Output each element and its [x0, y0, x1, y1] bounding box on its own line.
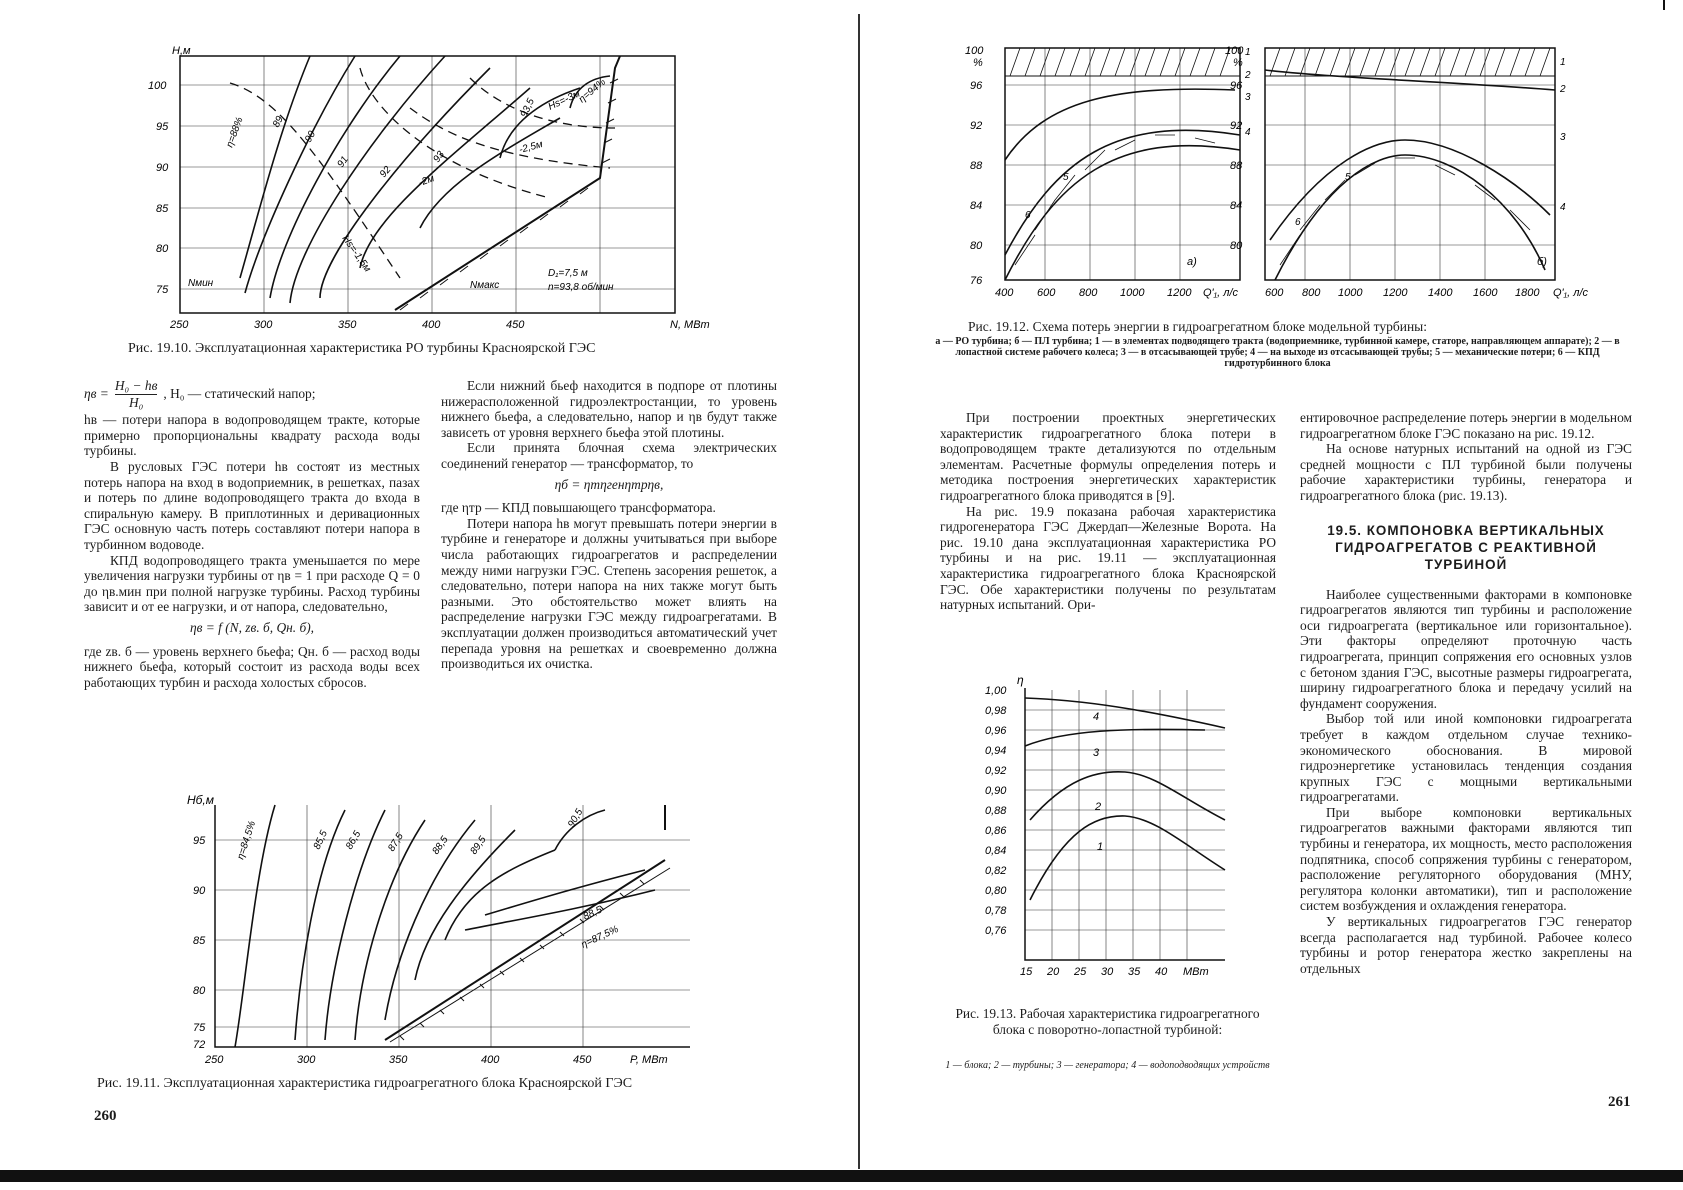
y-tick: 85 — [193, 935, 206, 947]
x-tick: 20 — [1047, 966, 1060, 978]
y-tick: 75 — [156, 284, 169, 296]
y-tick: 0,96 — [985, 725, 1007, 737]
x-axis-label: N, МВт — [670, 319, 710, 331]
curve-label: 91 — [335, 154, 351, 170]
x-tick: 600 — [1037, 287, 1056, 299]
grid — [215, 805, 690, 1047]
y-tick: 0,94 — [985, 745, 1007, 757]
paragraph: Наиболее существенными факторами в компоновке гидроагрегатов являются тип турбины и расположение оси гидроагрегата (вертикальное или горизонтальное). Эти факторы определяют проточную часть гидроагрегата, принцип сопряжения его основных узлов с бетоном здания ГЭС, высотные размеры гидроагрегата, ширину гидроагрегатного блока и передачу усилий на фундамент сооружения. — [1300, 586, 1632, 711]
y-tick: 0,78 — [985, 905, 1007, 917]
figure-19-11-caption: Рис. 19.11. Эксплуатационная характеристика гидроагрегатного блока Красноярской ГЭС — [97, 1076, 633, 1091]
y-tick: 76 — [970, 275, 983, 287]
bottom-scan-bar — [0, 1170, 1683, 1182]
curve-number: 3 — [1093, 747, 1100, 759]
annotation-n: n=93,8 об/мин — [548, 282, 614, 293]
x-tick: 400 — [481, 1054, 500, 1066]
paragraph: На основе натурных испытаний на одной из ГЭС средней мощности с ПЛ турбиной были получены рабочие характеристики турбины, генератора и гидроагрегатного блока (рис. 19.13). — [1300, 441, 1632, 503]
y-tick: 80 — [193, 985, 206, 997]
x-tick: 1200 — [1383, 287, 1408, 299]
curve-number: 5 — [1063, 172, 1069, 183]
paragraph: В русловых ГЭС потери hв состоят из местных потерь напора на вход в водоприемник, в решетках, пазах и потерь по длине водопроводящего тракта до входа в спиральную камеру. В приплотинных и деривационных ГЭС основную часть потерь составляют потери напора в турбинном водоводе. — [84, 458, 420, 552]
annotation-nmin: Nмин — [188, 278, 214, 289]
y-tick: 92 — [1230, 120, 1243, 132]
y-tick: 75 — [193, 1022, 206, 1034]
left-col-2 — [441, 378, 777, 672]
panel-a-label: а) — [1187, 256, 1197, 268]
curve-label: 93 — [431, 149, 447, 165]
x-tick: 250 — [205, 1054, 224, 1066]
figure-19-13-caption: Рис. 19.13. Рабочая характеристика гидроагрегатного блока с поворотно-лопастной турбиной: — [955, 1006, 1260, 1037]
y-tick: 85 — [156, 203, 169, 215]
paragraph: На рис. 19.9 показана рабочая характеристика гидрогенератора ГЭС Джердап—Железные Ворота. На рис. 19.10 дана эксплуатационная характеристика РО турбины и на рис. 19.11 — эксплуатационная характеристика гидроагрегатного блока Красноярской ГЭС. Обе характеристики получены по результатам натурных испытаний. Ори- — [940, 503, 1276, 613]
y-tick: 80 — [970, 240, 983, 252]
paragraph: КПД водопроводящего тракта уменьшается по мере увеличения нагрузки турбины от ηв = 1 при расходе Q = 0 до ηв.мин при полной нагрузке турбины. Расход турбины зависит и от ее нагрузки, и от напора, следовательно, — [84, 552, 420, 615]
curve-number: 1 — [1560, 57, 1566, 68]
formula: ηб = ηтηгенηтрηв, — [554, 476, 664, 492]
left-col-1 — [84, 378, 420, 690]
y-unit: % — [973, 57, 983, 69]
curve-label: 86,5 — [344, 829, 364, 852]
y-tick: 90 — [193, 885, 206, 897]
paragraph: У вертикальных гидроагрегатов ГЭС генератор всегда располагается над турбиной. Рабочее колесо турбины и ротор генератора жестко закреплены на отдельных — [1300, 914, 1632, 976]
curve-label: 90 — [303, 129, 319, 145]
y-tick: 90 — [156, 162, 169, 174]
x-tick: 800 — [1079, 287, 1098, 299]
annotation-d: D₁=7,5 м — [548, 268, 588, 279]
hatch-band — [385, 860, 670, 1042]
x-tick: 15 — [1020, 966, 1033, 978]
paragraph: Выбор той или иной компоновки гидроагрегата требует в каждом отдельном случае технико-экономического обоснования. В мировой гидроэнергетике установилась тенденция создания крупных ГЭС с мощными вертикальными гидроагрегатами. — [1300, 711, 1632, 805]
paragraph: hв — потери напора в водопроводящем тракте, которые примерно пропорциональны квадрату расхода воды турбины. — [84, 412, 420, 459]
y-unit: % — [1233, 57, 1243, 69]
y-tick: 88 — [1230, 160, 1243, 172]
y-tick: 84 — [970, 200, 983, 212]
curve-label: 85,5 — [311, 828, 330, 852]
curve-label: η=94% — [576, 76, 608, 106]
y-tick: 96 — [970, 80, 983, 92]
right-col-1 — [940, 410, 1276, 613]
curve-number: 1 — [1245, 47, 1251, 58]
curve-number: 5 — [1345, 172, 1351, 183]
paragraph: Потери напора hв могут превышать потери энергии в турбине и генераторе и должны учитываться при выборе числа работающих гидроагрегатов и распределении между ними нагрузки ГЭС. Степень засорения решеток, а следовательно, потери напора на них также могут быть разными. Это обстоятельство может влиять на распределение нагрузки ГЭС между гидроагрегатами. В эксплуатации должен производиться автоматический учет перепада уровня на решетках и своевременно должна производиться их очистка. — [441, 515, 777, 672]
figure-19-13 — [985, 670, 1245, 990]
curve-label: 90,5 — [566, 807, 586, 830]
y-tick: 0,88 — [985, 805, 1007, 817]
x-tick: 800 — [1302, 287, 1321, 299]
formula-eta-v: ηв = H₀ − hв H₀ , H₀ — статический напор; — [84, 378, 316, 410]
y-tick: 92 — [970, 120, 983, 132]
paragraph: где ηтр — КПД повышающего трансформатора. — [441, 500, 716, 516]
curve-label: 93,5 — [518, 96, 537, 120]
x-tick: 30 — [1101, 966, 1114, 978]
curve-number: 6 — [1295, 217, 1301, 228]
curve-number: 3 — [1245, 92, 1251, 103]
y-tick: 80 — [156, 243, 169, 255]
page-number-right: 261 — [1608, 1094, 1631, 1110]
y-tick: 0,82 — [985, 865, 1007, 877]
figure-19-10-caption: Рис. 19.10. Эксплуатационная характеристика РО турбины Красноярской ГЭС — [128, 341, 596, 356]
x-unit: МВт — [1183, 966, 1209, 978]
x-tick: 400 — [995, 287, 1014, 299]
x-axis-label: P, МВт — [630, 1054, 668, 1066]
x-tick: 1600 — [1473, 287, 1498, 299]
y-tick: 88 — [970, 160, 983, 172]
curve-number: 1 — [1097, 841, 1104, 853]
y-tick: 72 — [193, 1039, 206, 1051]
paragraph: ентировочное распределение потерь энергии в модельном гидроагрегатном блоке ГЭС показано на рис. 19.12. — [1300, 410, 1632, 441]
curve-number: 2 — [1560, 84, 1566, 95]
figure-19-10 — [148, 45, 730, 333]
curve-label: 89 — [270, 114, 286, 130]
x-tick: 450 — [573, 1054, 592, 1066]
curve-label: 87,5 — [386, 831, 406, 854]
curve-label: 88,5 — [581, 904, 604, 923]
figure-19-12 — [955, 40, 1615, 300]
x-tick: 600 — [1265, 287, 1284, 299]
panel-a — [1005, 47, 1251, 280]
dashed-label: -2м — [417, 173, 436, 189]
x-tick: 250 — [170, 319, 189, 331]
x-tick: 1400 — [1428, 287, 1453, 299]
y-tick: 0,80 — [985, 885, 1007, 897]
curve-number: 6 — [1025, 210, 1031, 221]
x-tick: 300 — [297, 1054, 316, 1066]
x-tick: 350 — [389, 1054, 408, 1066]
figure-19-13-legend: 1 — блока; 2 — турбины; 3 — генератора; 4 — водоподводящих устройств — [945, 1060, 1270, 1071]
y-tick: 95 — [156, 121, 169, 133]
dashed-label: -2,5м — [517, 139, 545, 156]
figure-19-12-legend: а — РО турбина; б — ПЛ турбина; 1 — в элементах подводящего тракта (водоприемнике, турбинной камере, статоре, направляющем аппарате); 2 — в лопастной системе рабочего колеса; 3 — в отсасывающей трубе; 4 — на выходе из отсасывающей трубы; 5 — механические потери; 6 — КПД гидротурбинного блока — [935, 336, 1620, 369]
x-tick: 300 — [254, 319, 273, 331]
curve-label: 89,5 — [468, 834, 489, 857]
x-axis-label: Q'₁, л/с — [1553, 287, 1588, 299]
y-tick: 0,98 — [985, 705, 1007, 717]
x-tick: 350 — [338, 319, 357, 331]
panel-b — [1225, 45, 1588, 299]
curve-number: 4 — [1560, 202, 1566, 213]
x-tick: 35 — [1128, 966, 1141, 978]
curve-label: 92 — [377, 164, 394, 180]
corner-mark — [1663, 0, 1665, 10]
dashed-label: Hs=-1,5м — [339, 233, 373, 275]
paragraph: Если нижний бьеф находится в подпоре от плотины нижерасположенной гидроэлектростанции, то уровень нижнего бьефа, а следовательно, напор и ηв будут также зависеть от уровня верхнего бьефа этой плотины. — [441, 378, 777, 440]
x-tick: 1000 — [1338, 287, 1363, 299]
x-tick: 1200 — [1167, 287, 1192, 299]
section-heading: 19.5. КОМПОНОВКА ВЕРТИКАЛЬНЫХ ГИДРОАГРЕГАТОВ С РЕАКТИВНОЙ ТУРБИНОЙ — [1327, 522, 1605, 572]
y-tick: 96 — [1230, 80, 1243, 92]
paragraph: где zв. б — уровень верхнего бьефа; Qн. б — расход воды нижнего бьефа, который состоит из расхода воды всех работающих турбин и расхода холостых сбросов. — [84, 643, 420, 690]
curve-number: 3 — [1560, 132, 1566, 143]
annotation-nmax: Nмакс — [470, 280, 500, 291]
curve-label: η=88% — [224, 115, 246, 150]
dashed-label: Hs=-3м — [546, 88, 582, 113]
figure-19-11 — [185, 790, 715, 1070]
curve-label: η=84,5% — [235, 819, 259, 861]
curve-label: 88,5 — [430, 834, 451, 857]
x-tick: 400 — [422, 319, 441, 331]
x-tick: 40 — [1155, 966, 1168, 978]
curve-label: η=87,5% — [579, 923, 621, 951]
page-number-left: 260 — [94, 1108, 117, 1124]
x-tick: 1800 — [1515, 287, 1540, 299]
curve-number: 2 — [1245, 70, 1251, 81]
y-tick: 1,00 — [985, 685, 1007, 697]
paragraph: Если принята блочная схема электрических соединений генератор — трансформатор, то — [441, 440, 777, 471]
x-tick: 25 — [1074, 966, 1087, 978]
y-tick: 84 — [1230, 200, 1243, 212]
x-axis-label: Q'₁, л/с — [1203, 287, 1238, 299]
paragraph: При построении проектных энергетических характеристик гидроагрегатного блока потери в водопроводящем тракте детализуются по отдельным элементам. Расчетные формулы определения потерь и методика построения энергетических характеристик гидроагрегатного блока приводятся в [9]. — [940, 410, 1276, 503]
y-axis-label: Hб,м — [187, 793, 214, 807]
formula: ηв = f (N, zв. б, Qн. б), — [189, 619, 315, 635]
right-col-2 — [1300, 410, 1632, 976]
y-tick: 100 — [965, 45, 984, 57]
y-tick: 95 — [193, 835, 206, 847]
figure-19-12-caption: Рис. 19.12. Схема потерь энергии в гидроагрегатном блоке модельной турбины: — [968, 319, 1427, 334]
y-tick: 0,86 — [985, 825, 1007, 837]
y-tick: 80 — [1230, 240, 1243, 252]
curve-number: 4 — [1093, 711, 1100, 723]
y-tick: 0,84 — [985, 845, 1007, 857]
y-tick: 0,90 — [985, 785, 1007, 797]
y-label: η — [1017, 673, 1024, 687]
curve-number: 2 — [1095, 801, 1102, 813]
x-tick: 1000 — [1120, 287, 1145, 299]
y-tick: 100 — [1225, 45, 1244, 57]
curve-number: 4 — [1245, 127, 1251, 138]
x-tick: 450 — [506, 319, 525, 331]
y-tick: 0,76 — [985, 925, 1007, 937]
y-tick: 0,92 — [985, 765, 1007, 777]
panel-b-label: б) — [1537, 256, 1547, 268]
y-axis-label: H,м — [172, 45, 191, 57]
page-gutter-line — [858, 14, 860, 1169]
y-tick: 100 — [148, 80, 167, 92]
paragraph: При выборе компоновки вертикальных гидроагрегатов важными факторами являются тип турбины и генератора, их мощность, место расположения подпятника, способ сопряжения турбины с генератором, расположение регуляторного оборудования (МНУ, регулятора колонки автоматики), тип и расположение систем возбуждения и охлаждения генератора. — [1300, 804, 1632, 914]
